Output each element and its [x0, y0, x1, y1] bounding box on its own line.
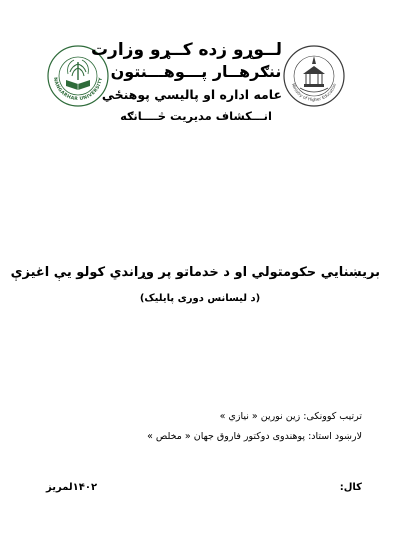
institution-header: [90, 40, 282, 123]
university-name: ننګرهــار پـــوهـــنتون: [110, 62, 282, 81]
ministry-name: لــوړو زده کــړو وزارت: [90, 40, 282, 60]
ministry-logo: [282, 44, 346, 108]
department-name: انـــکشاف مدیریت څــــانګه: [120, 108, 272, 123]
faculty-name: عامه اداره او پالیسي پوهنځي: [101, 87, 282, 102]
university-logo-text: NANGARHAR UNIVERSITY: [51, 77, 105, 103]
thesis-title: بریښنایي حکومتولي او د خدماتو پر وړاندي کولو یې اغیزې: [10, 265, 380, 280]
ministry-logo-text: Ministry of Higher Education: [290, 82, 338, 103]
supervisor-line: لارښود استاد: پوهندوی دوکتور فاروق جهان « مخلص »: [147, 431, 362, 442]
thesis-subtitle: (د لیسانس دوری پایلیک): [139, 293, 261, 304]
year-label: کال:: [339, 482, 362, 493]
author-line: ترتیب کوونکی: زین نورین « نیازي »: [219, 411, 362, 422]
year-value: ۱۴۰۲لمریز: [46, 482, 98, 493]
